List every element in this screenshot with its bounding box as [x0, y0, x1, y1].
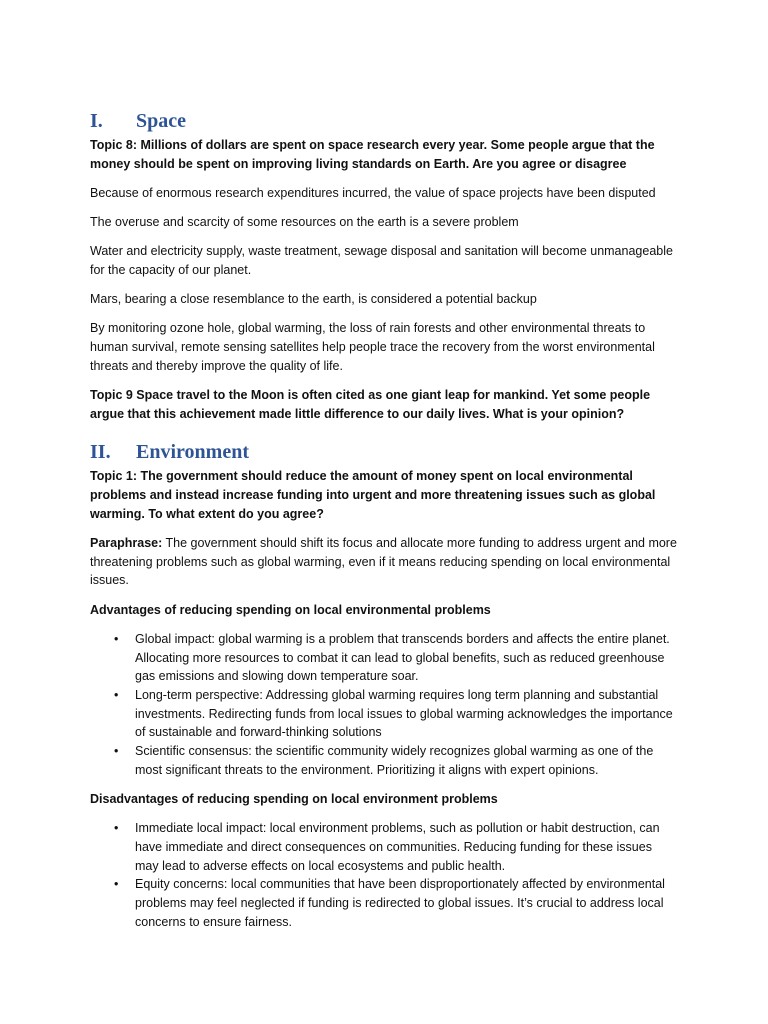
list-item-text: Scientific consensus: the scientific community widely recognizes global warming as one of the most significant threats to the environment. Prioritizing it aligns with expert opinions.	[135, 744, 654, 777]
topic-9: Topic 9 Space travel to the Moon is often cited as one giant leap for mankind. Yet some people argue that this achievement made little difference to our daily lives. What is your opinion?	[90, 388, 651, 421]
list-item	[90, 819, 678, 875]
section-number: I.	[90, 110, 103, 132]
paragraph: Water and electricity supply, waste treatment, sewage disposal and sanitation will become unmanageable for the capacity of our planet.	[90, 244, 673, 278]
bullet-icon: •	[114, 744, 119, 759]
section-heading-environment	[90, 439, 678, 465]
paraphrase-label: Paraphrase:	[90, 536, 163, 551]
paraphrase-text: The government should shift its focus and allocate more funding to address urgent and more threatening problems such as global warming, even if it means reducing spending on local environmental issues.	[90, 536, 677, 588]
paragraph: The overuse and scarcity of some resources on the earth is a severe problem	[90, 215, 519, 230]
topic-8: Topic 8: Millions of dollars are spent on space research every year. Some people argue that the money should be spent on improving living standards on Earth. Are you agree or disagree	[90, 138, 655, 171]
bullet-icon: •	[114, 821, 119, 836]
disadvantages-list	[90, 819, 678, 931]
paragraph: Mars, bearing a close resemblance to the earth, is considered a potential backup	[90, 292, 537, 307]
section-title: Space	[136, 110, 186, 132]
list-item	[90, 630, 678, 686]
bullet-icon: •	[114, 687, 119, 702]
list-item-text: Long-term perspective: Addressing global warming requires long term planning and substantial investments. Redirecting funds from local issues to global warming acknowledges the importance of sustainable and forward-thinking solutions	[135, 687, 673, 740]
section-number: II.	[90, 441, 111, 464]
advantages-heading: Advantages of reducing spending on local environmental problems	[90, 602, 491, 617]
advantages-list	[90, 630, 678, 780]
paragraph: Because of enormous research expenditures incurred, the value of space projects have been disputed	[90, 185, 656, 200]
section-heading-space	[90, 108, 678, 134]
paraphrase-paragraph	[90, 534, 678, 590]
list-item-text: Immediate local impact: local environment problems, such as pollution or habit destruction, can have immediate and direct consequences on communities. Reducing funding for these issues may lead to adverse effects on local ecosystems and public health.	[135, 821, 660, 873]
list-item-text: Global impact: global warming is a problem that transcends borders and affects the entire planet. Allocating more resources to combat it can lead to global benefits, such as reduced greenhouse gas emissions and slowing down temperature soar.	[135, 631, 670, 684]
section-title: Environment	[136, 441, 249, 464]
topic-1: Topic 1: The government should reduce the amount of money spent on local environmental problems and instead increase funding into urgent and more threatening issues such as global warming. To what extent do you agree?	[90, 469, 656, 521]
disadvantages-heading: Disadvantages of reducing spending on local environment problems	[90, 791, 498, 806]
paragraph: By monitoring ozone hole, global warming, the loss of rain forests and other environmental threats to human survival, remote sensing satellites help people trace the recovery from the worst environmental threats and thereby improve the quality of life.	[90, 321, 655, 373]
bullet-icon: •	[114, 631, 119, 646]
list-item-text: Equity concerns: local communities that have been disproportionately affected by environmental problems may feel neglected if funding is redirected to global issues. It’s crucial to address local concerns to ensure fairness.	[135, 877, 665, 929]
list-item	[90, 875, 678, 931]
list-item	[90, 686, 678, 742]
bullet-icon: •	[114, 877, 119, 892]
list-item	[90, 742, 678, 779]
